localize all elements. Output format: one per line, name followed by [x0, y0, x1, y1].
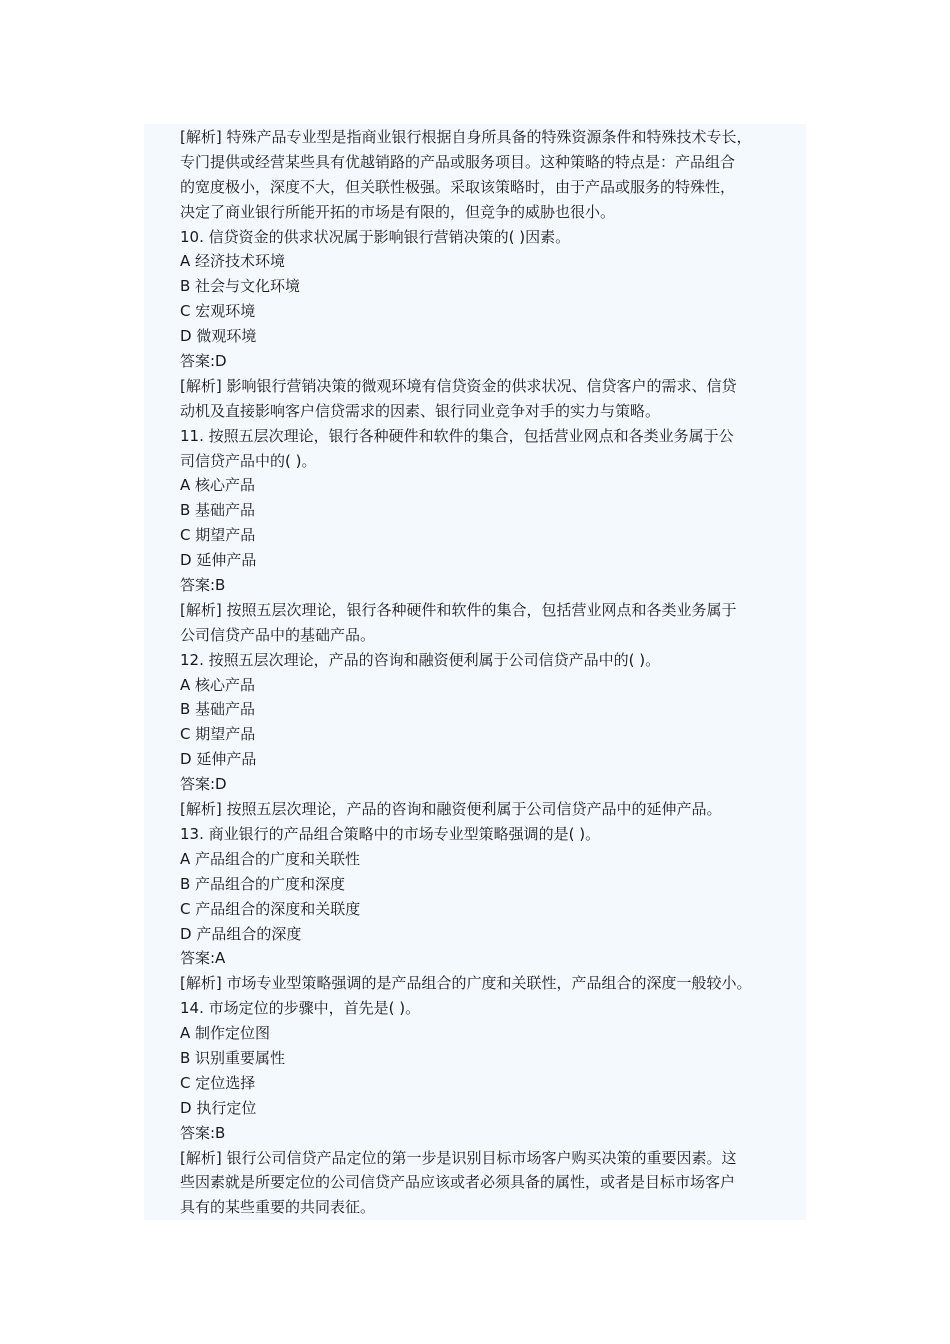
- option-c: C 期望产品: [180, 725, 256, 744]
- option-a: A 经济技术环境: [180, 252, 286, 271]
- option-b: B 识别重要属性: [180, 1048, 286, 1067]
- question-13: 13. 商业银行的产品组合策略中的市场专业型策略强调的是( )。: [180, 824, 601, 843]
- answer: 答案:D: [180, 775, 227, 794]
- option-b: B 基础产品: [180, 700, 256, 719]
- question-11: 11. 按照五层次理论，银行各种硬件和软件的集合，包括营业网点和各类业务属于公: [180, 426, 734, 445]
- analysis: [解析] 银行公司信贷产品定位的第一步是识别目标市场客户购买决策的重要因素。这: [180, 1148, 737, 1167]
- text-line: 些因素就是所要定位的公司信贷产品应该或者必须具备的属性，或者是目标市场客户: [180, 1173, 736, 1192]
- text-line: [解析] 特殊产品专业型是指商业银行根据自身所具备的特殊资源条件和特殊技术专长，: [180, 128, 752, 146]
- answer: 答案:B: [180, 1123, 226, 1142]
- option-c: C 期望产品: [180, 526, 256, 545]
- option-d: D 微观环境: [180, 327, 257, 346]
- text-line: 公司信贷产品中的基础产品。: [180, 625, 376, 644]
- text-line: 的宽度极小，深度不大，但关联性极强。采取该策略时，由于产品或服务的特殊性，: [180, 177, 736, 196]
- analysis: [解析] 市场专业型策略强调的是产品组合的广度和关联性，产品组合的深度一般较小。: [180, 974, 752, 993]
- text-line: 动机及直接影响客户信贷需求的因素、银行同业竞争对手的实力与策略。: [180, 401, 661, 420]
- analysis: [解析] 影响银行营销决策的微观环境有信贷资金的供求状况、信贷客户的需求、信贷: [180, 376, 737, 395]
- option-b: B 产品组合的广度和深度: [180, 874, 346, 893]
- option-d: D 延伸产品: [180, 750, 257, 769]
- text-line: 具有的某些重要的共同表征。: [180, 1198, 376, 1217]
- answer: 答案:D: [180, 352, 227, 371]
- analysis: [解析] 按照五层次理论，产品的咨询和融资便利属于公司信贷产品中的延伸产品。: [180, 800, 722, 819]
- answer: 答案:B: [180, 576, 226, 595]
- option-c: C 宏观环境: [180, 302, 256, 321]
- option-c: C 定位选择: [180, 1073, 256, 1092]
- option-b: B 社会与文化环境: [180, 277, 301, 296]
- option-a: A 核心产品: [180, 675, 256, 694]
- answer: 答案:A: [180, 949, 226, 968]
- option-a: A 制作定位图: [180, 1024, 271, 1043]
- text-line: 专门提供或经营某些具有优越销路的产品或服务项目。这种策略的特点是：产品组合: [180, 152, 736, 171]
- option-d: D 执行定位: [180, 1098, 257, 1117]
- option-a: A 核心产品: [180, 476, 256, 495]
- question-10: 10. 信贷资金的供求状况属于影响银行营销决策的( )因素。: [180, 227, 571, 246]
- text-line: 司信贷产品中的( )。: [180, 451, 317, 470]
- option-c: C 产品组合的深度和关联度: [180, 899, 361, 918]
- question-14: 14. 市场定位的步骤中，首先是( )。: [180, 999, 421, 1018]
- analysis: [解析] 按照五层次理论，银行各种硬件和软件的集合，包括营业网点和各类业务属于: [180, 600, 737, 619]
- option-d: D 产品组合的深度: [180, 924, 302, 943]
- question-12: 12. 按照五层次理论，产品的咨询和融资便利属于公司信贷产品中的( )。: [180, 650, 661, 669]
- option-b: B 基础产品: [180, 501, 256, 520]
- document-body: [180, 125, 820, 1220]
- text-line: 决定了商业银行所能开拓的市场是有限的，但竞争的威胁也很小。: [180, 202, 616, 221]
- option-a: A 产品组合的广度和关联性: [180, 849, 361, 868]
- option-d: D 延伸产品: [180, 551, 257, 570]
